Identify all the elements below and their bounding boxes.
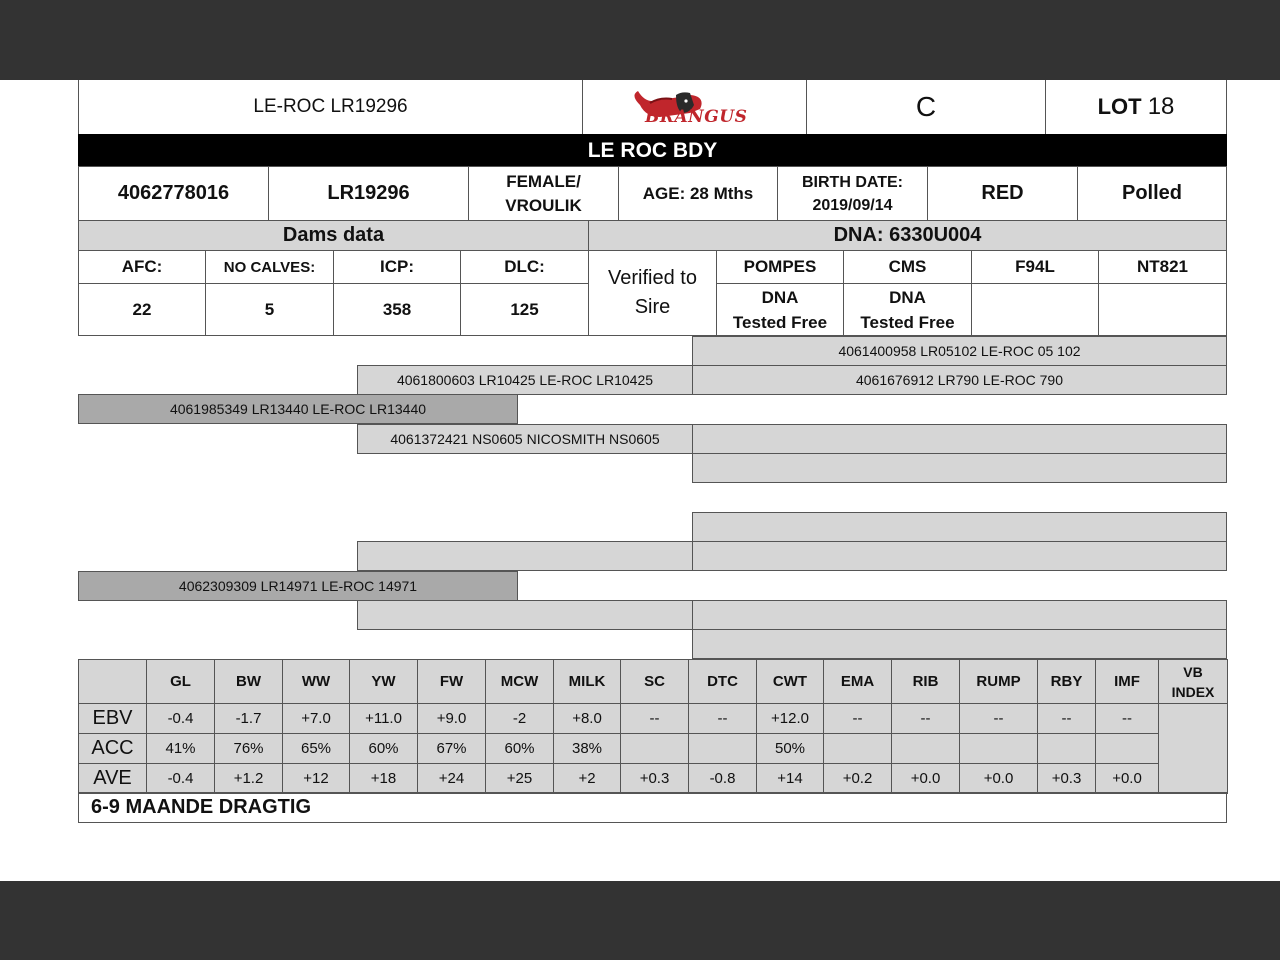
ebv-header-dtc: DTC: [688, 659, 757, 704]
ebv-header-bw: BW: [214, 659, 283, 704]
ebv-value-acc-gl: 41%: [146, 733, 215, 764]
ebv-value-ebv-rby: --: [1037, 703, 1096, 734]
ebv-value-ebv-sc: --: [620, 703, 689, 734]
ebv-value-ebv-yw: +11.0: [349, 703, 418, 734]
animal-sex: [468, 166, 619, 221]
dna-result-cms: [843, 283, 972, 336]
ebv-header-imf: IMF: [1095, 659, 1159, 704]
ebv-value-ebv-ww: +7.0: [282, 703, 350, 734]
ebv-header-blank: [78, 659, 147, 704]
dna-verified: [588, 250, 717, 336]
ebv-value-acc-fw: 67%: [417, 733, 486, 764]
ebv-value-ebv-dtc: --: [688, 703, 757, 734]
ebv-value-ebv-ema: --: [823, 703, 892, 734]
top-band: [0, 0, 1280, 80]
dams-value-dlc: 125: [460, 283, 589, 336]
ebv-value-ave-rby: +0.3: [1037, 763, 1096, 794]
ebv-value-ave-milk: +2: [553, 763, 621, 794]
ebv-value-ebv-imf: --: [1095, 703, 1159, 734]
ebv-value-ave-yw: +18: [349, 763, 418, 794]
ebv-header-milk: MILK: [553, 659, 621, 704]
vb-index-value: [1158, 703, 1228, 794]
ebv-value-ebv-mcw: -2: [485, 703, 554, 734]
dams-header-afc: AFC:: [78, 250, 206, 284]
dna-test-nt821: NT821: [1098, 250, 1227, 284]
dams-value-calves: 5: [205, 283, 334, 336]
ebv-value-acc-rump: [959, 733, 1038, 764]
ebv-value-ebv-rump: --: [959, 703, 1038, 734]
pedigree-dam: 4062309309 LR14971 LE-ROC 14971: [78, 571, 518, 601]
pedigree-sire-sire-dam: 4061676912 LR790 LE-ROC 790: [692, 365, 1227, 395]
ebv-value-acc-rby: [1037, 733, 1096, 764]
vb-line2: INDEX: [1171, 683, 1215, 700]
lot-number: 18: [1147, 93, 1175, 120]
dna-test-pompes: POMPES: [716, 250, 844, 284]
ebv-value-ebv-fw: +9.0: [417, 703, 486, 734]
dams-value-afc: 22: [78, 283, 206, 336]
ebv-value-acc-rib: [891, 733, 960, 764]
ebv-value-acc-bw: 76%: [214, 733, 283, 764]
ebv-header-mcw: MCW: [485, 659, 554, 704]
pedigree-sire-dam-sire: [692, 424, 1227, 454]
pedigree-dam-dam-dam: [692, 629, 1227, 659]
pedigree-dam-dam: [357, 600, 693, 630]
sex-line1: FEMALE/: [506, 171, 581, 191]
ebv-header-rib: RIB: [891, 659, 960, 704]
verified-line2: Sire: [634, 296, 671, 318]
ebv-value-ebv-milk: +8.0: [553, 703, 621, 734]
pedigree-dam-sire-sire: [692, 512, 1227, 542]
ebv-value-acc-sc: [620, 733, 689, 764]
ebv-header-sc: SC: [620, 659, 689, 704]
animal-reg: LR19296: [268, 166, 469, 221]
horn-status: Polled: [1077, 166, 1227, 221]
pedigree-sire: 4061985349 LR13440 LE-ROC LR13440: [78, 394, 518, 424]
result-line1: DNA: [761, 287, 799, 307]
pedigree-dam-sire: [357, 541, 693, 571]
ebv-value-acc-imf: [1095, 733, 1159, 764]
dams-value-icp: 358: [333, 283, 461, 336]
ebv-header-rump: RUMP: [959, 659, 1038, 704]
dna-result-nt821: [1098, 283, 1227, 336]
pedigree-sire-dam: 4061372421 NS0605 NICOSMITH NS0605: [357, 424, 693, 454]
animal-name: LE ROC BDY: [78, 134, 1227, 167]
dna-test-cms: CMS: [843, 250, 972, 284]
dams-header-dlc: DLC:: [460, 250, 589, 284]
bottom-band: [0, 881, 1280, 960]
ebv-header-rby: RBY: [1037, 659, 1096, 704]
grade: C: [806, 80, 1046, 135]
result-line1: DNA: [889, 287, 926, 307]
ebv-value-ave-bw: +1.2: [214, 763, 283, 794]
ebv-row-label-acc: ACC: [78, 733, 147, 764]
ebv-value-acc-milk: 38%: [553, 733, 621, 764]
ebv-value-acc-yw: 60%: [349, 733, 418, 764]
animal-id: 4062778016: [78, 166, 269, 221]
dna-title: DNA: 6330U004: [588, 220, 1227, 251]
pregnancy-note: 6-9 MAANDE DRAGTIG: [78, 792, 1227, 823]
ebv-header-cwt: CWT: [756, 659, 824, 704]
ebv-value-ave-gl: -0.4: [146, 763, 215, 794]
birth-date-label: BIRTH DATE:: [801, 173, 904, 191]
ebv-header-yw: YW: [349, 659, 418, 704]
ebv-header-ww: WW: [282, 659, 350, 704]
brangus-logo: [582, 80, 807, 135]
result-line2: Tested Free: [860, 312, 955, 332]
ebv-value-ave-rump: +0.0: [959, 763, 1038, 794]
animal-color: RED: [927, 166, 1078, 221]
pedigree-sire-sire: 4061800603 LR10425 LE-ROC LR10425: [357, 365, 693, 395]
ebv-header-ema: EMA: [823, 659, 892, 704]
ebv-value-ave-ema: +0.2: [823, 763, 892, 794]
ebv-value-ave-imf: +0.0: [1095, 763, 1159, 794]
dams-data-title: Dams data: [78, 220, 589, 251]
ebv-value-ave-rib: +0.0: [891, 763, 960, 794]
dna-result-f94l: [971, 283, 1099, 336]
birth-date-cell: [777, 166, 928, 221]
logo-text: BRANGUS: [645, 107, 748, 127]
registration-name: LE-ROC LR19296: [78, 80, 583, 135]
ebv-row-label-ave: AVE: [78, 763, 147, 794]
dams-header-icp: ICP:: [333, 250, 461, 284]
ebv-value-acc-ww: 65%: [282, 733, 350, 764]
ebv-value-ebv-rib: --: [891, 703, 960, 734]
lot-box: [1045, 80, 1227, 135]
ebv-value-acc-cwt: 50%: [756, 733, 824, 764]
ebv-value-ave-cwt: +14: [756, 763, 824, 794]
pedigree-sire-sire-sire: 4061400958 LR05102 LE-ROC 05 102: [692, 336, 1227, 366]
dna-result-pompes: [716, 283, 844, 336]
result-line2: Tested Free: [732, 312, 828, 332]
ebv-value-ave-dtc: -0.8: [688, 763, 757, 794]
ebv-value-ave-sc: +0.3: [620, 763, 689, 794]
ebv-value-ave-ww: +12: [282, 763, 350, 794]
ebv-value-acc-dtc: [688, 733, 757, 764]
birth-date: 2019/09/14: [812, 196, 893, 214]
animal-age: AGE: 28 Mths: [618, 166, 778, 221]
ebv-header-fw: FW: [417, 659, 486, 704]
ebv-value-ave-fw: +24: [417, 763, 486, 794]
vb-line1: VB: [1183, 663, 1203, 680]
sex-line2: VROULIK: [505, 195, 582, 215]
ebv-value-ebv-bw: -1.7: [214, 703, 283, 734]
ebv-row-label-ebv: EBV: [78, 703, 147, 734]
dams-header-calves: NO CALVES:: [205, 250, 334, 284]
ebv-header-gl: GL: [146, 659, 215, 704]
pedigree-dam-dam-sire: [692, 600, 1227, 630]
dna-test-f94l: F94L: [971, 250, 1099, 284]
verified-line1: Verified to: [608, 267, 697, 289]
pedigree-sire-dam-dam: [692, 453, 1227, 483]
ebv-value-acc-ema: [823, 733, 892, 764]
ebv-header-vb-index: [1158, 659, 1228, 704]
pedigree-dam-sire-dam: [692, 541, 1227, 571]
ebv-value-ebv-gl: -0.4: [146, 703, 215, 734]
ebv-value-ave-mcw: +25: [485, 763, 554, 794]
ebv-value-ebv-cwt: +12.0: [756, 703, 824, 734]
ebv-value-acc-mcw: 60%: [485, 733, 554, 764]
lot-label: LOT: [1097, 94, 1142, 119]
